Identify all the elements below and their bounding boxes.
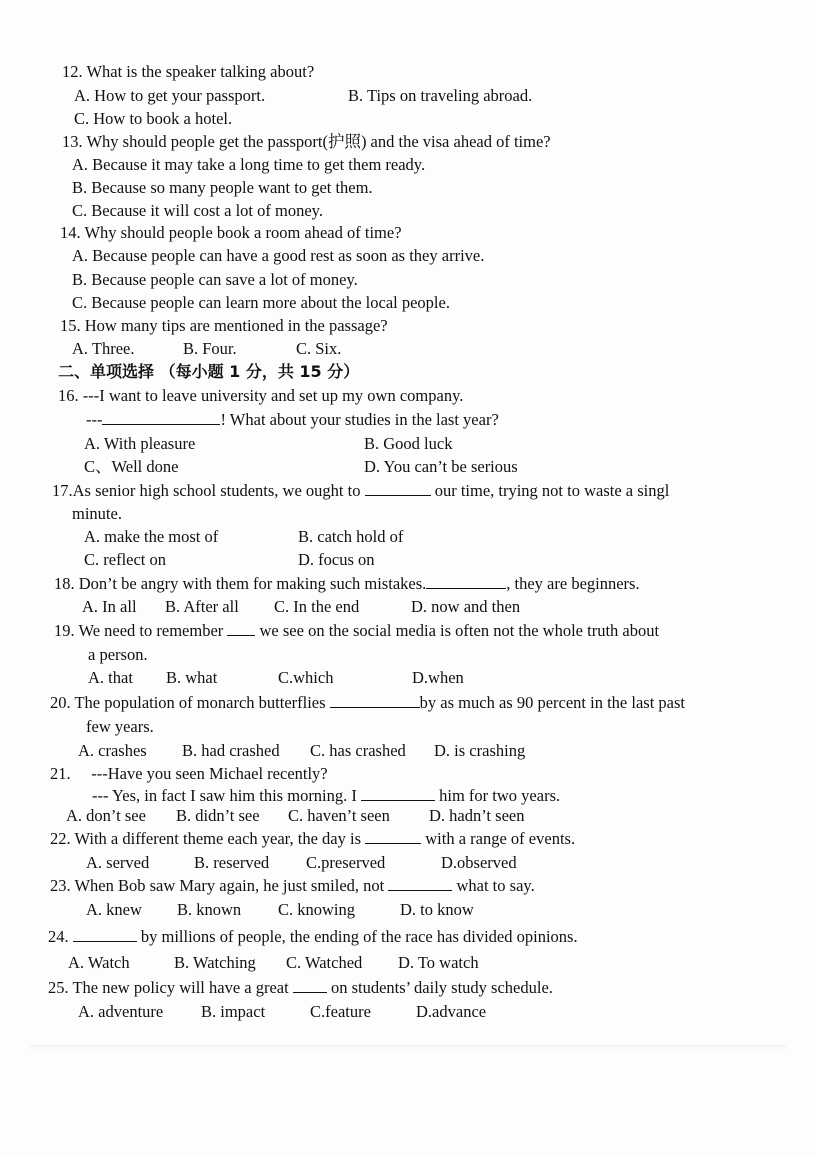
q18-stem-text-2: , they are beginners. <box>506 574 640 593</box>
q17-stem <box>52 481 816 501</box>
q15-option-a: A. Three. <box>72 339 135 358</box>
q17-stem-text: 17.As senior high school students, we ought to <box>52 481 361 500</box>
q24-stem <box>48 927 578 947</box>
q25-stem-text-2: on students’ daily study schedule. <box>330 978 553 997</box>
q24-option-c: C. Watched <box>286 953 363 972</box>
q12-stem: 12. What is the speaker talking about? <box>62 62 315 81</box>
q25-stem-text: 25. The new policy will have a great <box>48 978 289 997</box>
q13-option-c: C. Because it will cost a lot of money. <box>72 201 323 220</box>
section-heading: 二、单项选择 （每小题 1 分，共 15 分） <box>58 362 360 381</box>
q14-stem: 14. Why should people book a room ahead of time? <box>60 223 402 242</box>
q12-option-b: B. Tips on traveling abroad. <box>348 86 533 105</box>
q21-stem-text: --- Yes, in fact I saw him this morning. I <box>92 786 357 805</box>
scan-edge-shadow <box>30 1045 786 1051</box>
q22-stem-text: 22. With a different theme each year, the day is <box>50 829 361 848</box>
q25-option-c: C.feature <box>310 1002 371 1021</box>
q21-stem: 21. ---Have you seen Michael recently? <box>50 764 328 783</box>
q17-option-b: B. catch hold of <box>298 527 404 546</box>
q19-option-d: D.when <box>412 668 464 687</box>
q13-option-a: A. Because it may take a long time to get them ready. <box>72 155 426 174</box>
q16-option-a: A. With pleasure <box>84 434 196 453</box>
q24-stem-text: by millions of people, the ending of the race has divided opinions. <box>140 927 578 946</box>
answer-blank <box>73 927 137 942</box>
q18-option-a: A. In all <box>82 597 137 616</box>
q16-option-c: C、Well done <box>84 457 179 476</box>
answer-blank <box>102 410 220 425</box>
q16-stem-line2 <box>86 410 499 430</box>
q18-option-c: C. In the end <box>274 597 360 616</box>
q21-option-d: D. hadn’t seen <box>429 806 525 825</box>
q21-stem-text-2: him for two years. <box>439 786 561 805</box>
answer-blank <box>361 786 435 801</box>
q22-stem-text-2: with a range of events. <box>425 829 576 848</box>
q16-option-b: B. Good luck <box>364 434 453 453</box>
q16-stem-line2-text: ! What about your studies in the last year? <box>220 410 499 429</box>
q15-stem: 15. How many tips are mentioned in the passage? <box>60 316 388 335</box>
q23-option-d: D. to know <box>400 900 474 919</box>
answer-blank <box>426 574 506 589</box>
answer-blank <box>227 621 255 636</box>
q24-option-b: B. Watching <box>174 953 256 972</box>
q24-option-a: A. Watch <box>68 953 130 972</box>
q13-option-b: B. Because so many people want to get them. <box>72 178 373 197</box>
q22-option-a: A. served <box>86 853 150 872</box>
q22-option-c: C.preserved <box>306 853 386 872</box>
answer-blank <box>330 693 420 708</box>
q20-option-b: B. had crashed <box>182 741 280 760</box>
q20-stem-text-2: by as much as 90 percent in the last past <box>419 693 685 712</box>
q18-option-d: D. now and then <box>411 597 521 616</box>
q17-option-a: A. make the most of <box>84 527 219 546</box>
q25-option-b: B. impact <box>201 1002 266 1021</box>
q15-option-c: C. Six. <box>296 339 342 358</box>
q19-option-c: C.which <box>278 668 334 687</box>
q23-option-c: C. knowing <box>278 900 356 919</box>
q24-stem-number: 24. <box>48 927 69 946</box>
q14-option-a: A. Because people can have a good rest as soon as they arrive. <box>72 246 485 265</box>
q23-stem <box>50 876 535 896</box>
q25-option-a: A. adventure <box>78 1002 164 1021</box>
answer-blank <box>388 876 452 891</box>
q13-stem: 13. Why should people get the passport(护照) and the visa ahead of time? <box>62 132 551 151</box>
q17-option-d: D. focus on <box>298 550 375 569</box>
q23-option-b: B. known <box>177 900 242 919</box>
answer-blank <box>365 829 421 844</box>
q16-dialogue-dash: --- <box>86 410 103 429</box>
q21-stem-line2 <box>92 786 560 806</box>
q21-option-b: B. didn’t see <box>176 806 260 825</box>
q17-stem-line2: minute. <box>72 504 122 523</box>
answer-blank <box>293 978 327 993</box>
q18-option-b: B. After all <box>165 597 239 616</box>
q12-option-a: A. How to get your passport. <box>74 86 266 105</box>
q25-stem <box>48 978 553 998</box>
q17-stem-text-2: our time, trying not to waste a singl <box>434 481 670 500</box>
q25-option-d: D.advance <box>416 1002 487 1021</box>
q20-option-c: C. has crashed <box>310 741 406 760</box>
q16-option-d: D. You can’t be serious <box>364 457 518 476</box>
answer-blank <box>365 481 431 496</box>
q19-stem-text-2: we see on the social media is often not the whole truth about <box>259 621 660 640</box>
q20-option-a: A. crashes <box>78 741 147 760</box>
q19-stem-text: 19. We need to remember <box>54 621 224 640</box>
q15-option-b: B. Four. <box>183 339 237 358</box>
q20-option-d: D. is crashing <box>434 741 526 760</box>
q21-option-c: C. haven’t seen <box>288 806 390 825</box>
q16-stem: 16. ---I want to leave university and set up my own company. <box>58 386 464 405</box>
q24-option-d: D. To watch <box>398 953 479 972</box>
q19-option-a: A. that <box>88 668 133 687</box>
q18-stem <box>54 574 640 594</box>
q23-stem-text-2: what to say. <box>456 876 535 895</box>
q22-option-d: D.observed <box>441 853 517 872</box>
q19-option-b: B. what <box>166 668 218 687</box>
q23-option-a: A. knew <box>86 900 142 919</box>
q19-stem-line2: a person. <box>88 645 148 664</box>
q19-stem <box>54 621 659 641</box>
q23-stem-text: 23. When Bob saw Mary again, he just smiled, not <box>50 876 385 895</box>
q14-option-b: B. Because people can save a lot of money. <box>72 270 358 289</box>
q20-stem-text: 20. The population of monarch butterflies <box>50 693 326 712</box>
q12-option-c: C. How to book a hotel. <box>74 109 233 128</box>
q21-option-a: A. don’t see <box>66 806 146 825</box>
q22-stem <box>50 829 575 849</box>
q22-option-b: B. reserved <box>194 853 270 872</box>
q17-option-c: C. reflect on <box>84 550 167 569</box>
q20-stem <box>50 693 685 713</box>
q18-stem-text: 18. Don’t be angry with them for making such mistakes. <box>54 574 427 593</box>
q14-option-c: C. Because people can learn more about the local people. <box>72 293 450 312</box>
q20-stem-line2: few years. <box>86 717 154 736</box>
